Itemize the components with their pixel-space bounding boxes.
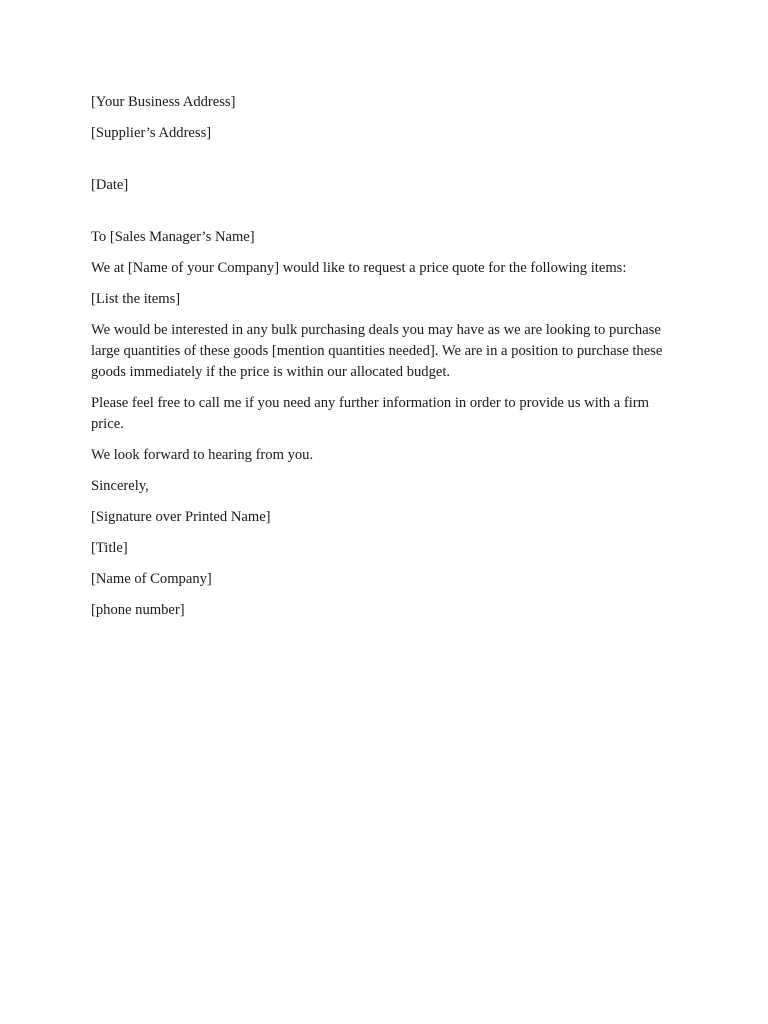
letter-body <box>91 92 681 621</box>
closing-line: We look forward to hearing from you. <box>91 447 314 463</box>
signature-line: [Signature over Printed Name] <box>91 509 271 525</box>
sign-off: Sincerely, <box>91 478 149 494</box>
letter-date: [Date] <box>91 177 129 193</box>
recipient-line: To [Sales Manager’s Name] <box>91 229 255 245</box>
items-list: [List the items] <box>91 291 181 307</box>
company-line: [Name of Company] <box>91 571 212 587</box>
intro-paragraph: We at [Name of your Company] would like to request a price quote for the following items: <box>91 260 627 276</box>
phone-line: [phone number] <box>91 602 185 618</box>
bulk-paragraph: We would be interested in any bulk purchasing deals you may have as we are looking to purchase large quantities of these goods [mention quantities needed]. We are in a position to purchase these goods immediately if the price is within our allocated budget. <box>91 322 663 380</box>
contact-paragraph: Please feel free to call me if you need any further information in order to provide us with a firm price. <box>91 395 650 432</box>
title-line: [Title] <box>91 540 128 556</box>
supplier-address: [Supplier’s Address] <box>91 125 212 141</box>
business-address: [Your Business Address] <box>91 94 236 110</box>
